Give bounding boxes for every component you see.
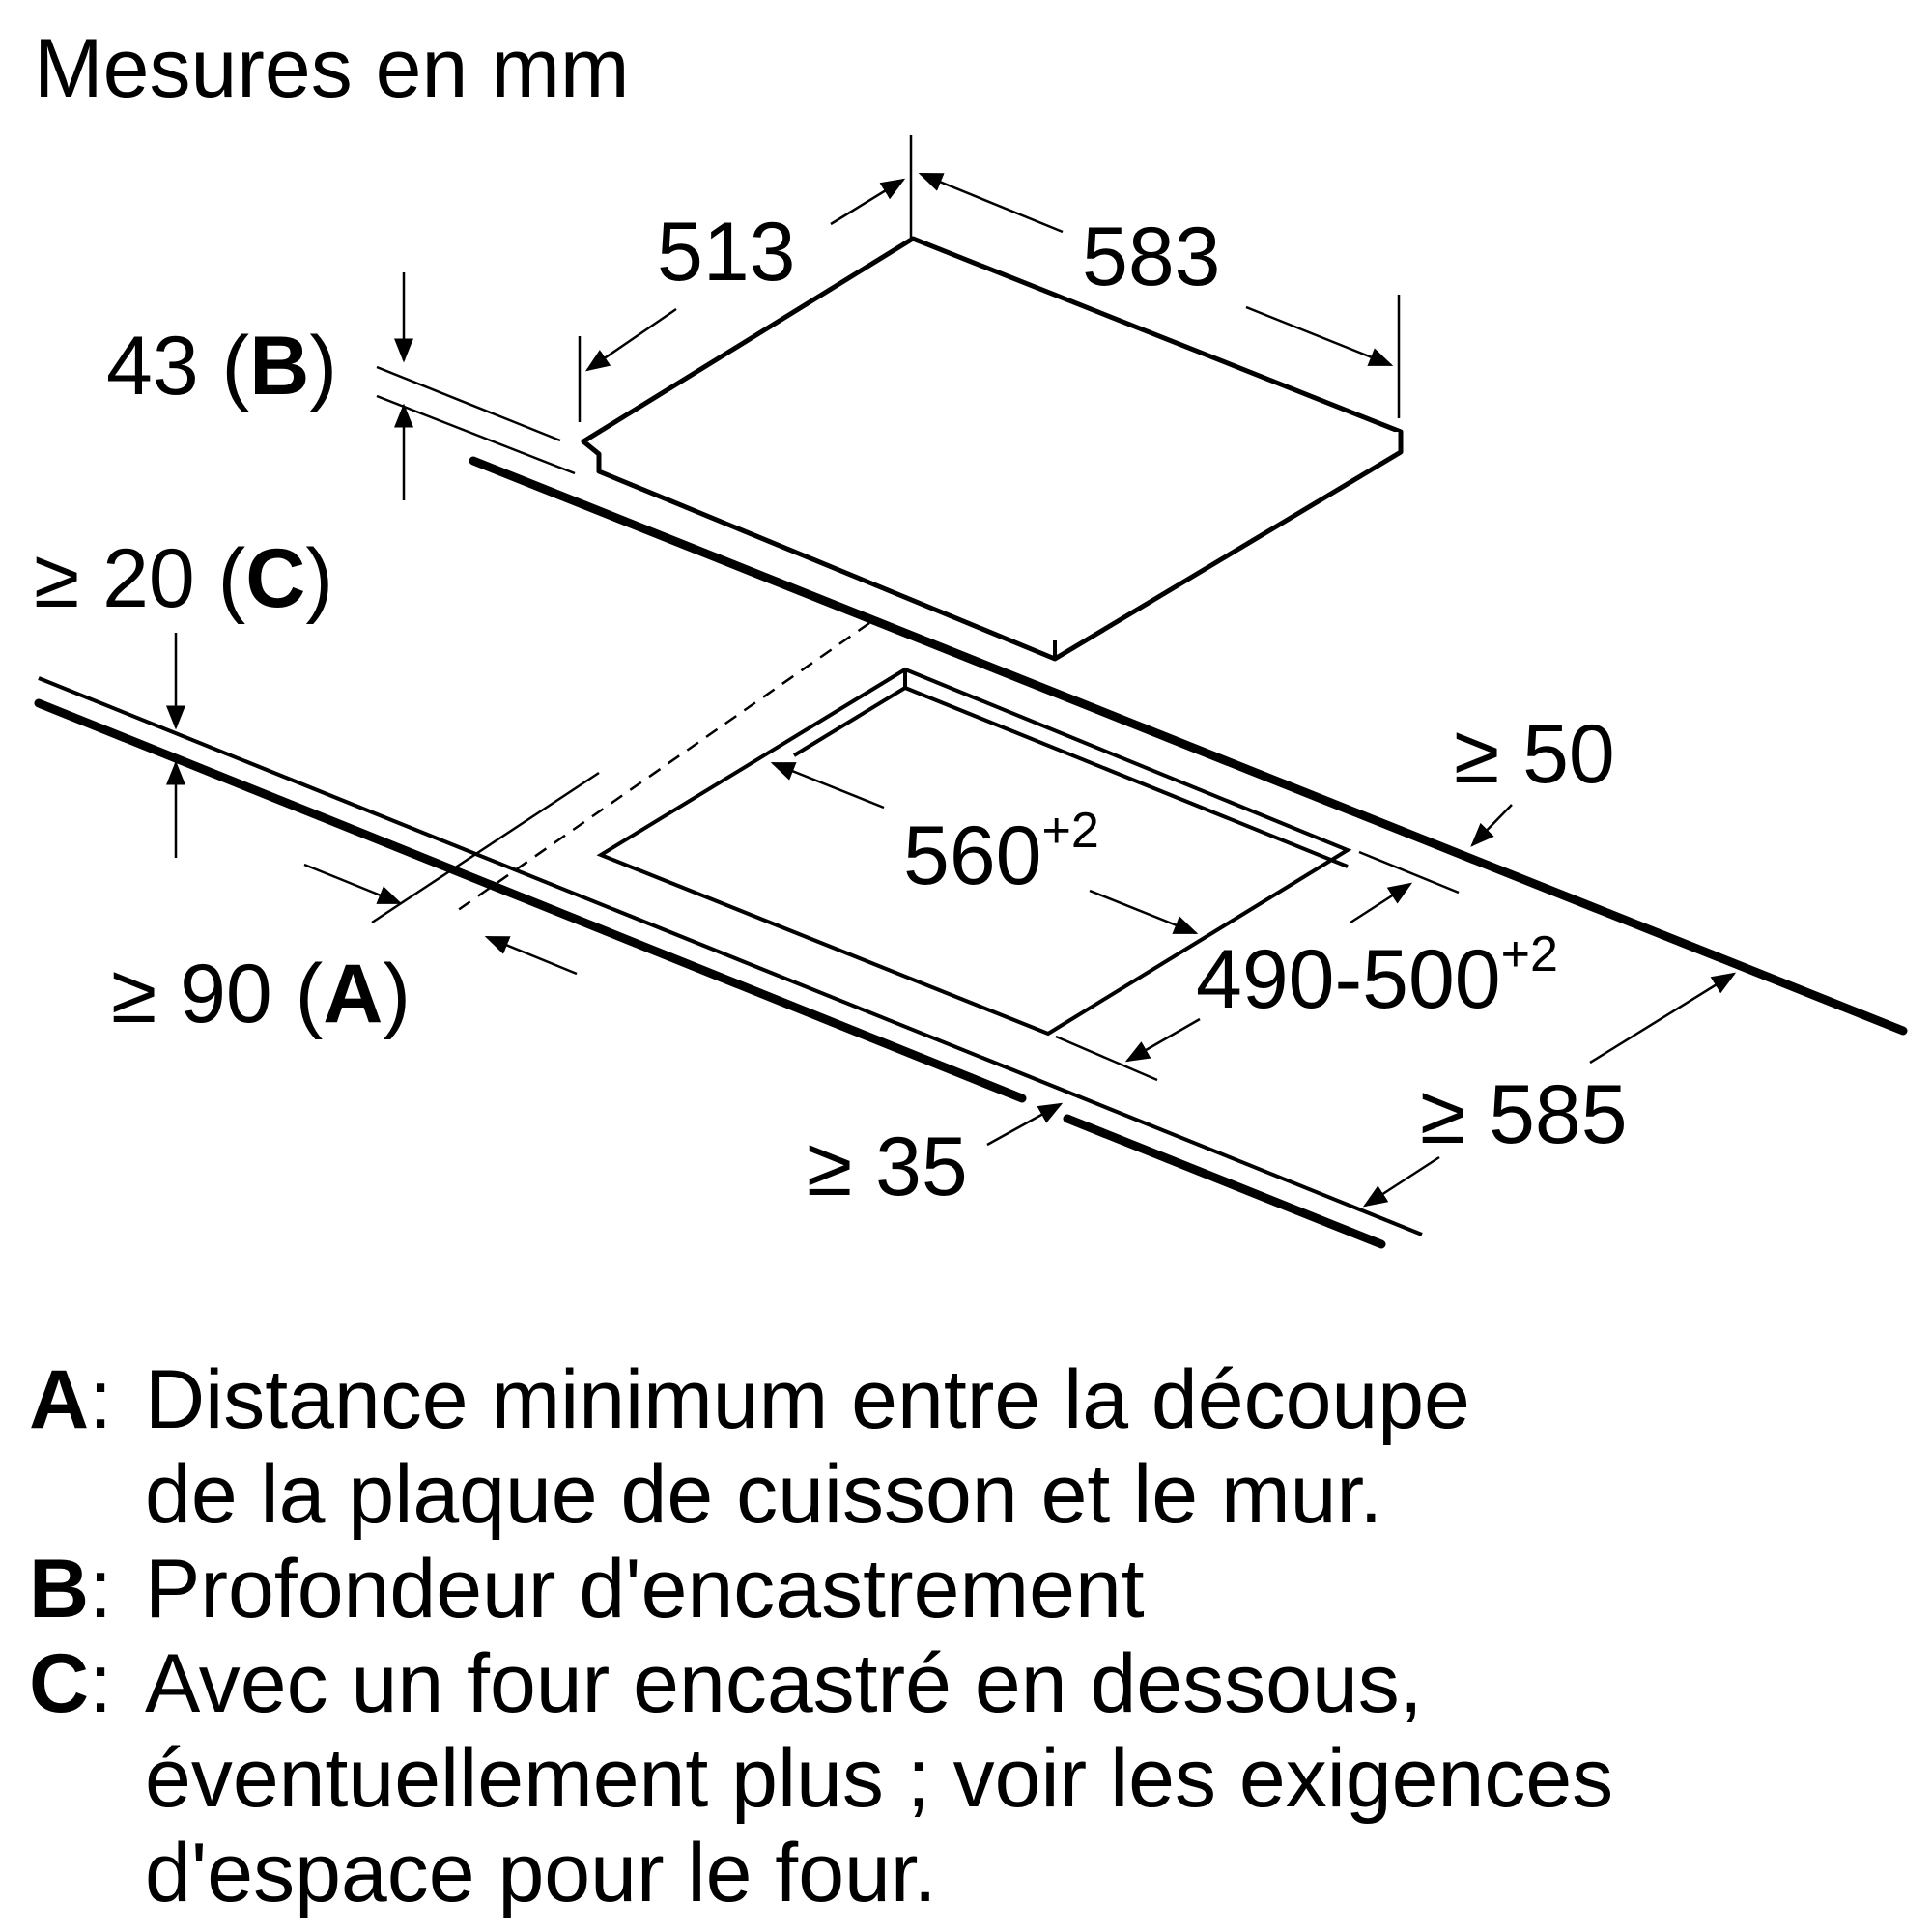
units-title: Mesures en mm	[34, 22, 630, 115]
svg-text:≥ 50: ≥ 50	[1454, 708, 1615, 801]
dimension-35	[807, 1104, 1061, 1213]
hob-plate	[583, 239, 1401, 659]
legend-key-b: B	[29, 1543, 90, 1635]
legend-a-line-1: Distance minimum entre la découpe	[145, 1353, 1470, 1446]
legend-item-b: B: Profondeur d'encastrement	[29, 1542, 1613, 1636]
guide-dashed-line	[454, 623, 869, 913]
dimension-560	[773, 763, 1196, 933]
dimension-50	[1454, 708, 1615, 845]
dimension-90-a	[111, 773, 599, 1040]
svg-text:43 (B): 43 (B)	[106, 320, 337, 412]
svg-text:490-500+2: $490-500^{+2}$	[1196, 926, 1558, 1026]
svg-text:≥ 35: ≥ 35	[807, 1121, 968, 1213]
svg-text:513: 513	[657, 206, 796, 298]
dimension-490-500	[1056, 852, 1558, 1080]
svg-text:≥ 90 (A): ≥ 90 (A)	[111, 948, 412, 1040]
dimension-43-b	[106, 272, 575, 500]
legend-a-line-2: de la plaque de cuisson et le mur.	[145, 1448, 1383, 1541]
legend	[29, 1352, 1613, 1920]
svg-text:≥ 585: ≥ 585	[1420, 1068, 1628, 1161]
legend-b-line-1: Profondeur d'encastrement	[145, 1543, 1145, 1635]
svg-text:583: 583	[1082, 211, 1221, 303]
legend-item-a: A: Distance minimum entre la découpe de la plaque de cuisson et le mur.	[29, 1352, 1613, 1542]
worktop-front-edge-right	[1067, 1119, 1381, 1244]
legend-c-line-1: Avec un four encastré en dessous,	[145, 1637, 1423, 1730]
legend-key-c: C	[29, 1637, 90, 1730]
legend-item-c: C: Avec un four encastré en dessous, éventuellement plus ; voir les exigences d'espace pour le four.	[29, 1637, 1614, 1919]
legend-key-a: A	[29, 1353, 90, 1446]
svg-text:≥ 20 (C): ≥ 20 (C)	[34, 532, 334, 625]
legend-c-line-2: éventuellement plus ; voir les exigences	[145, 1732, 1614, 1825]
svg-text:560+2: $560^{+2}$	[903, 803, 1099, 902]
legend-c-line-3: d'espace pour le four.	[145, 1827, 937, 1919]
